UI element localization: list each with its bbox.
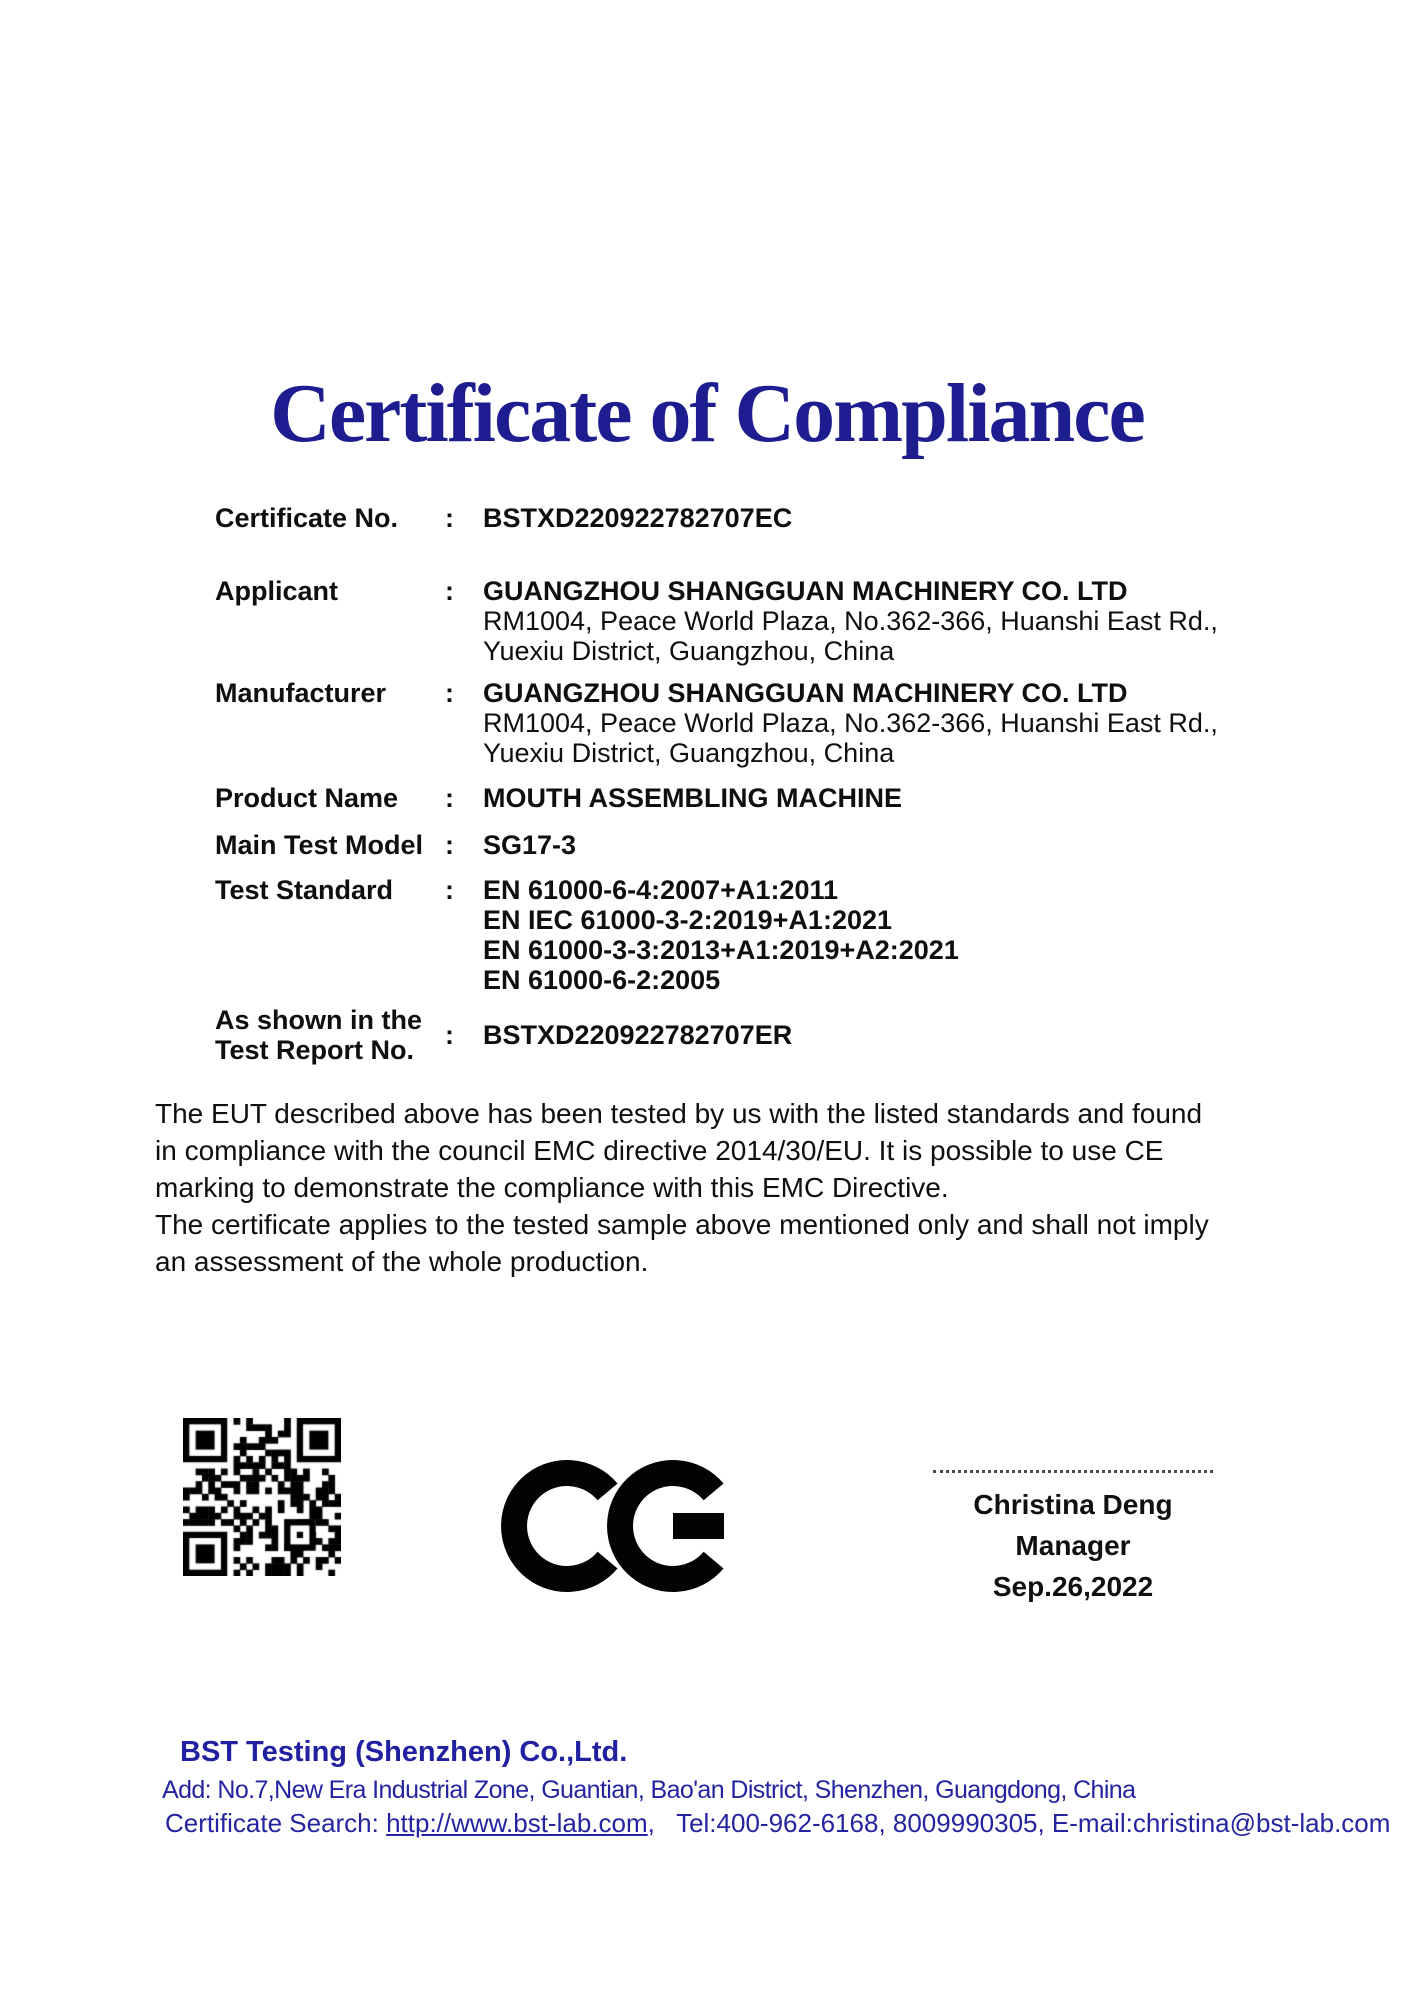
test-report-number: BSTXD220922782707ER <box>483 1020 793 1050</box>
field-colon: : <box>445 830 454 860</box>
compliance-statement <box>155 1095 1245 1280</box>
issuer-address: Add: No.7,New Era Industrial Zone, Guantian, Bao'an District, Shenzhen, Guangdong, China <box>162 1776 1136 1804</box>
field-row-certificate-no <box>215 503 1245 533</box>
field-label-line2: Test Report No. <box>215 1035 415 1065</box>
page-title: Certificate of Compliance <box>270 367 1144 460</box>
footer-contact-line <box>165 1808 1390 1839</box>
test-standard-line: EN 61000-6-4:2007+A1:2011 <box>483 875 839 905</box>
applicant-name: GUANGZHOU SHANGGUAN MACHINERY CO. LTD <box>483 576 1128 606</box>
field-colon: : <box>445 875 454 905</box>
field-row-product-name <box>215 783 1245 813</box>
footer-contact-rest: , Tel:400-962-6168, 8009990305, E-mail:christina@bst-lab.com <box>647 1808 1391 1838</box>
issuer-company-name: BST Testing (Shenzhen) Co.,Ltd. <box>180 1736 628 1768</box>
field-label: Product Name <box>215 783 399 813</box>
field-label: Certificate No. <box>215 503 399 533</box>
certificate-search-link[interactable]: http://www.bst-lab.com <box>386 1808 648 1838</box>
field-colon: : <box>445 783 454 813</box>
test-standard-line: EN 61000-6-2:2005 <box>483 965 721 995</box>
ce-mark-logo <box>500 1452 740 1600</box>
applicant-address-line: RM1004, Peace World Plaza, No.362-366, Huanshi East Rd., <box>483 606 1218 636</box>
certificate-details <box>215 503 1245 1065</box>
statement-line: marking to demonstrate the compliance with this EMC Directive. <box>155 1172 949 1203</box>
certificate-search-label: Certificate Search: <box>165 1808 387 1838</box>
product-name: MOUTH ASSEMBLING MACHINE <box>483 783 902 813</box>
field-colon: : <box>445 503 454 533</box>
signature-date: Sep.26,2022 <box>992 1571 1154 1602</box>
field-label: Test Standard <box>215 875 394 905</box>
signer-name: Christina Deng <box>973 1489 1173 1520</box>
field-colon: : <box>445 678 454 708</box>
signature-block <box>933 1470 1213 1607</box>
field-label-line1: As shown in the <box>215 1005 423 1035</box>
statement-line: The certificate applies to the tested sample above mentioned only and shall not imply <box>155 1209 1209 1240</box>
field-row-manufacturer <box>215 678 1245 768</box>
main-test-model: SG17-3 <box>483 830 577 860</box>
signer-role: Manager <box>1015 1530 1131 1561</box>
field-colon: : <box>445 1020 454 1050</box>
signature-dotted-line <box>933 1470 1213 1473</box>
field-label: Manufacturer <box>215 678 387 708</box>
manufacturer-address-line: RM1004, Peace World Plaza, No.362-366, Huanshi East Rd., <box>483 708 1218 738</box>
statement-line: The EUT described above has been tested by us with the listed standards and found <box>155 1098 1203 1129</box>
statement-line: an assessment of the whole production. <box>155 1246 649 1277</box>
field-colon: : <box>445 576 454 606</box>
statement-line: in compliance with the council EMC directive 2014/30/EU. It is possible to use CE <box>155 1135 1164 1166</box>
manufacturer-name: GUANGZHOU SHANGGUAN MACHINERY CO. LTD <box>483 678 1128 708</box>
test-standard-line: EN 61000-3-3:2013+A1:2019+A2:2021 <box>483 935 959 965</box>
field-label: Applicant <box>215 576 339 606</box>
field-row-main-test-model <box>215 830 1245 860</box>
applicant-address-line: Yuexiu District, Guangzhou, China <box>483 636 895 666</box>
field-row-test-report-no <box>215 1005 1245 1065</box>
field-label: Main Test Model <box>215 830 424 860</box>
field-row-applicant <box>215 576 1245 666</box>
field-row-test-standard <box>215 875 1245 995</box>
certificate-number: BSTXD220922782707EC <box>483 503 793 533</box>
manufacturer-address-line: Yuexiu District, Guangzhou, China <box>483 738 895 768</box>
test-standard-line: EN IEC 61000-3-2:2019+A1:2021 <box>483 905 893 935</box>
qr-code <box>183 1418 341 1576</box>
